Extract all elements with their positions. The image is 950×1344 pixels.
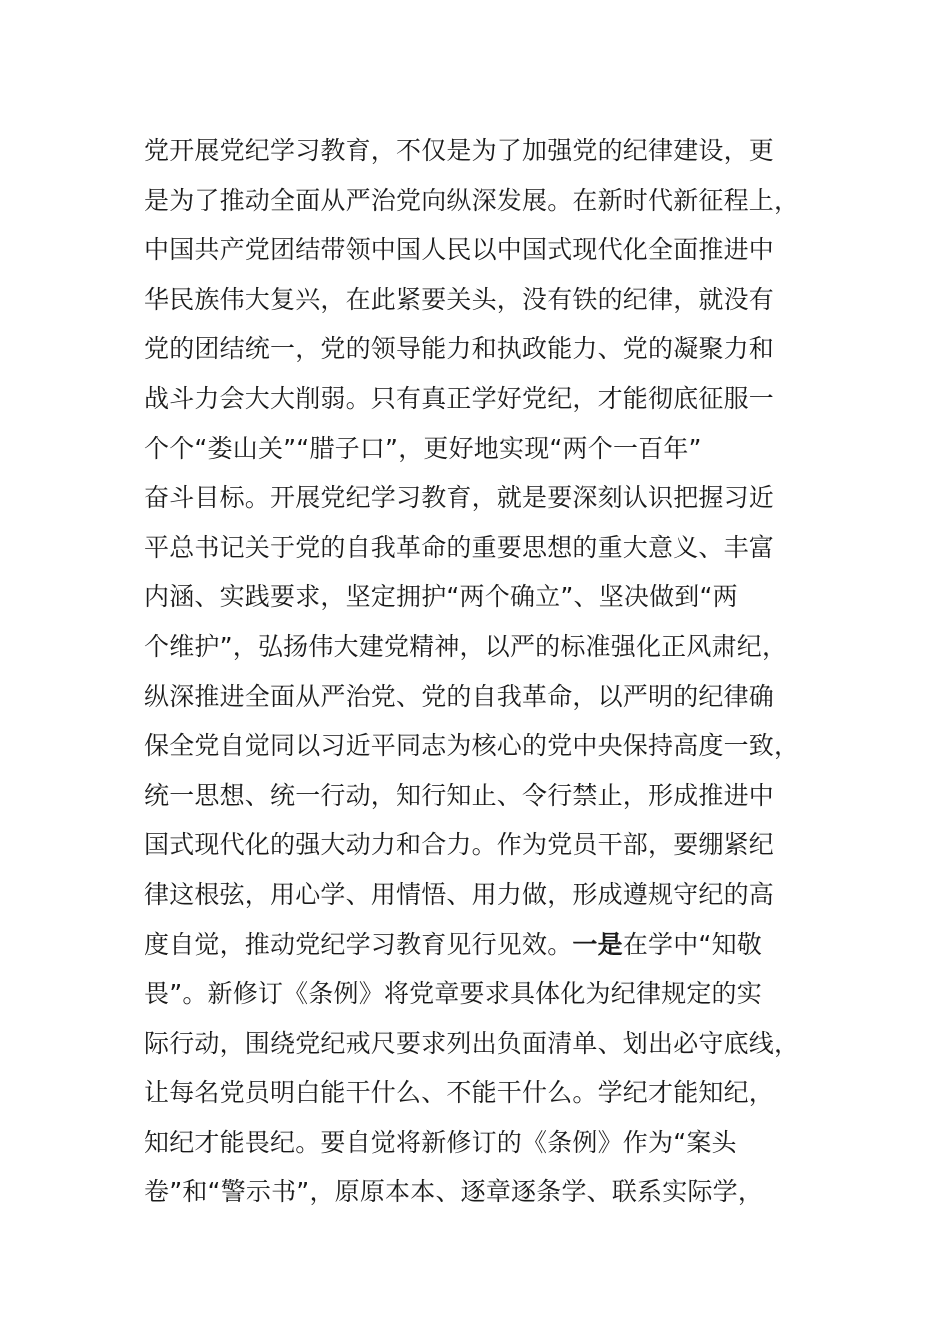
text-line: 统一思想、统一行动，知行知止、令行禁止，形成推进中 — [144, 780, 775, 810]
text-line: 奋斗目标。开展党纪学习教育，就是要深刻认识把握习近 — [144, 483, 775, 513]
text-line: 际行动，围绕党纪戒尺要求列出负面清单、划出必守底线， — [144, 1028, 800, 1058]
text-segment: 在学中“知敬 — [622, 929, 762, 959]
text-line: 是为了推动全面从严治党向纵深发展。在新时代新征程上， — [144, 185, 800, 215]
text-line: 内涵、实践要求，坚定拥护“两个确立”、坚决做到“两 — [144, 582, 738, 612]
text-line: 律这根弦，用心学、用情悟、用力做，形成遵规守纪的高 — [144, 879, 775, 909]
text-line: 平总书记关于党的自我革命的重要思想的重大意义、丰富 — [144, 532, 775, 562]
text-line: 国式现代化的强大动力和合力。作为党员干部，要绷紧纪 — [144, 830, 775, 860]
text-line: 保全党自觉同以习近平同志为核心的党中央保持高度一致， — [144, 731, 800, 761]
text-line: 中国共产党团结带领中国人民以中国式现代化全面推进中 — [144, 235, 775, 265]
text-line: 畏”。新修订《条例》将党章要求具体化为纪律规定的实 — [144, 979, 762, 1009]
text-line: 战斗力会大大削弱。只有真正学好党纪，才能彻底征服一 — [144, 383, 775, 413]
text-segment: 度自觉，推动党纪学习教育见行见效。 — [144, 929, 573, 959]
text-line: 党开展党纪学习教育，不仅是为了加强党的纪律建设，更 — [144, 136, 775, 165]
body-text — [144, 126, 824, 1217]
text-line: 让每名党员明白能干什么、不能干什么。学纪才能知纪， — [144, 1078, 775, 1108]
text-line: 纵深推进全面从严治党、党的自我革命，以严明的纪律确 — [144, 681, 775, 711]
text-line: 党的团结统一，党的领导能力和执政能力、党的凝聚力和 — [144, 334, 775, 364]
text-line: 个个“娄山关”“腊子口”，更好地实现“两个一百年” — [144, 433, 702, 463]
text-line: 知纪才能畏纪。要自觉将新修订的《条例》作为“案头 — [144, 1127, 737, 1157]
text-line-mixed — [144, 920, 824, 970]
text-line: 个维护”，弘扬伟大建党精神，以严的标准强化正风肃纪， — [144, 631, 788, 661]
bold-point-marker: 一是 — [572, 929, 623, 959]
text-line: 华民族伟大复兴，在此紧要关头，没有铁的纪律，就没有 — [144, 284, 775, 314]
text-line: 卷”和“警示书”，原原本本、逐章逐条学、联系实际学， — [144, 1177, 764, 1207]
